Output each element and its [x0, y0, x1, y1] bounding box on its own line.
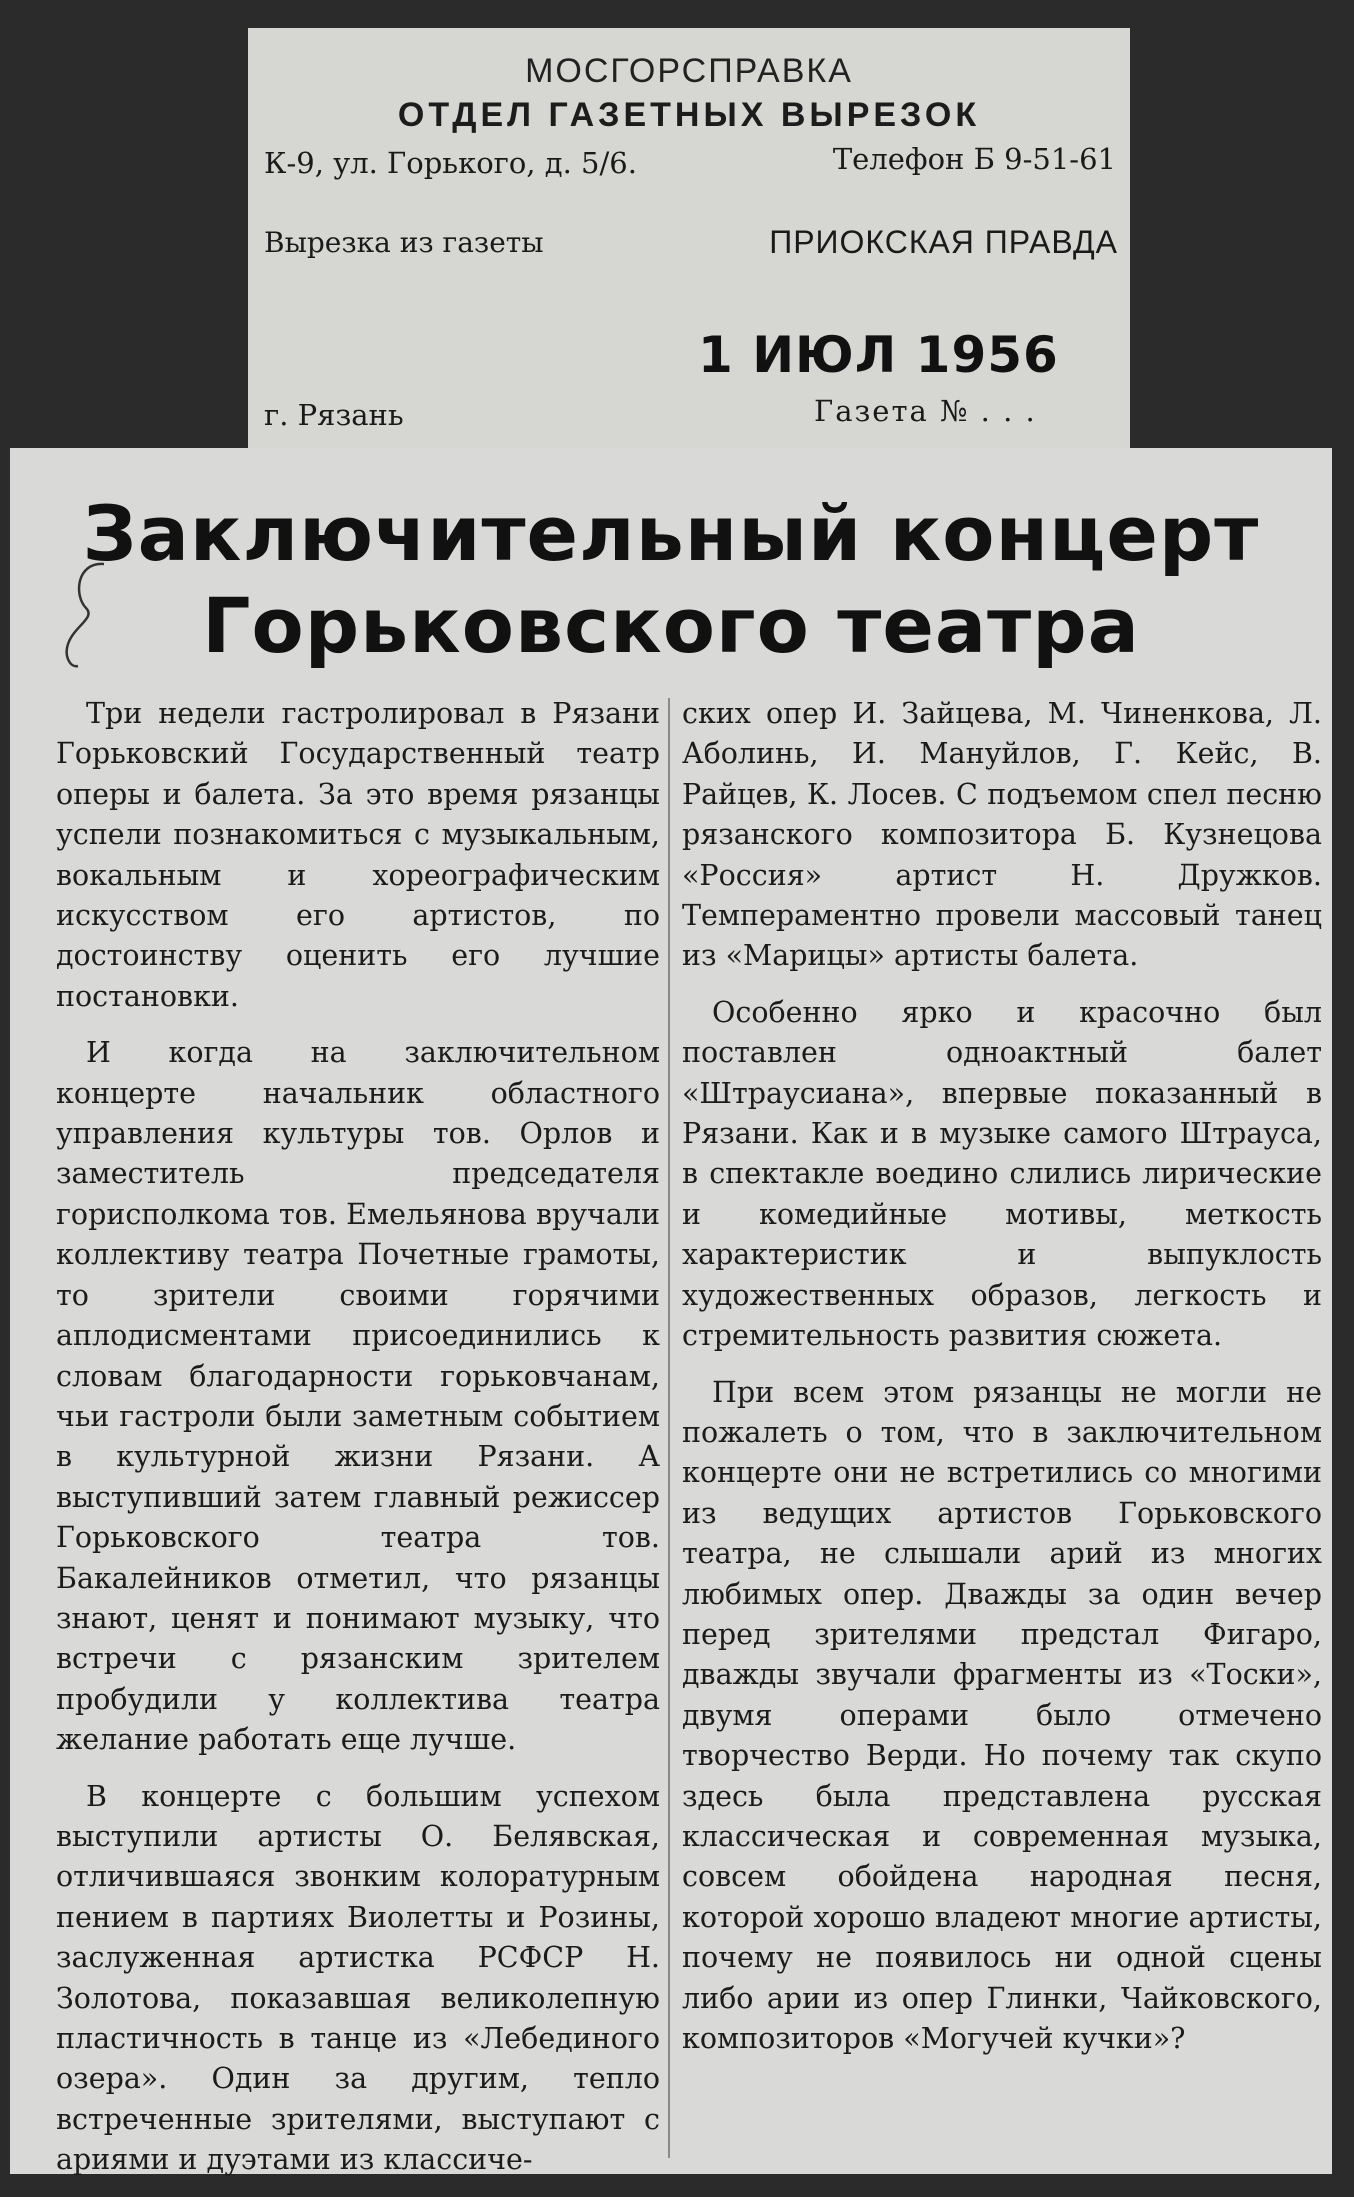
article-column-right [682, 694, 1322, 2075]
paragraph: Особенно ярко и красочно был поставлен одноактный балет «Штраусиана», впервые показанный в Рязани. Как и в музыке самого Штрауса, в спектакле воедино слились лирические и комедийные мотивы, меткость характеристик и выпуклость художественных образов, легкость и стремительность развития сюжета. [682, 995, 1322, 1353]
article-headline [10, 488, 1332, 672]
cutting-service-stamp [248, 28, 1130, 448]
paragraph: При всем этом рязанцы не могли не пожалеть о том, что в заключительном концерте они не встретились со многими из ведущих артистов Горьковского театра, не слышали арий из многих любимых опер. Дважды за один вечер перед зрителями предстал Фигаро, дважды звучали фрагменты из «Тоски», двумя операми было отмечено творчество Верди. Но почему так скупо здесь была представлена русская классическая и современная музыка, совсем обойдена народная песня, которой хорошо владеют многие артисты, почему не появилось ни одной сцены либо арии из опер Глинки, Чайковского, композиторов «Могучей кучки»? [682, 1375, 1322, 2055]
headline-line-1: Заключительный концерт [82, 489, 1260, 578]
newspaper-clipping [10, 448, 1332, 2177]
stamp-address: К-9, ул. Горького, д. 5/6. [264, 146, 637, 180]
stamp-department: ОТДЕЛ ГАЗЕТНЫХ ВЫРЕЗОК [397, 96, 981, 134]
column-divider [668, 698, 670, 2158]
headline-line-2: Горьковского театра [202, 581, 1140, 670]
paragraph: Три недели гастролировал в Рязани Горьковский Государственный театр оперы и балета. За это время рязанцы успели познакомиться с музыкальным, вокальным и хореографическим искусством его артистов, по достоинству оценить его лучшие постановки. [56, 697, 660, 1013]
stamp-phone: Телефон Б 9-51-61 [832, 142, 1116, 176]
stamp-cutting-label: Вырезка из газеты [264, 226, 544, 259]
stamp-newspaper-name: ПРИОКСКАЯ ПРАВДА [769, 224, 1118, 260]
stamp-city: г. Рязань [264, 398, 404, 432]
paragraph: ских опер И. Зайцева, М. Чиненкова, Л. Аболинь, И. Мануйлов, Г. Кейс, В. Райцев, К. Лосев. С подъемом спел песню рязанского композитора Б. Кузнецова «Россия» артист Н. Дружков. Темпераментно провели массовый танец из «Марицы» артисты балета. [682, 697, 1322, 973]
article-column-left [56, 694, 660, 2197]
paragraph: И когда на заключительном концерте начальник областного управления культуры тов. Орлов и заместитель председателя горисполкома тов. Емельянова вручали коллективу театра Почетные грамоты, то зрители своими горячими аплодисментами присоединились к словам благодарности горьковчанам, чьи гастроли были заметным событием в культурной жизни Рязани. А выступивший затем главный режиссер Горьковского театра тов. Бакалейников отметил, что рязанцы знают, ценят и понимают музыку, что встречи с рязанским зрителем пробудили у коллектива театра желание работать еще лучше. [56, 1036, 660, 1757]
stamp-organization: МОСГОРСПРАВКА [525, 52, 853, 90]
paragraph: В концерте с большим успехом выступили артисты О. Белявская, отличившаяся звонким колоратурным пением в партиях Виолетты и Розины, заслуженная артистка РСФСР Н. Золотова, показавшая великолепную пластичность в танце из «Лебединого озера». Один за другим, тепло встреченные зрителями, выступают с ариями и дуэтами из классиче- [56, 1779, 660, 2177]
stamp-issue-number: Газета № . . . [814, 394, 1037, 428]
stamp-date: 1 ИЮЛ 1956 [698, 326, 1059, 384]
